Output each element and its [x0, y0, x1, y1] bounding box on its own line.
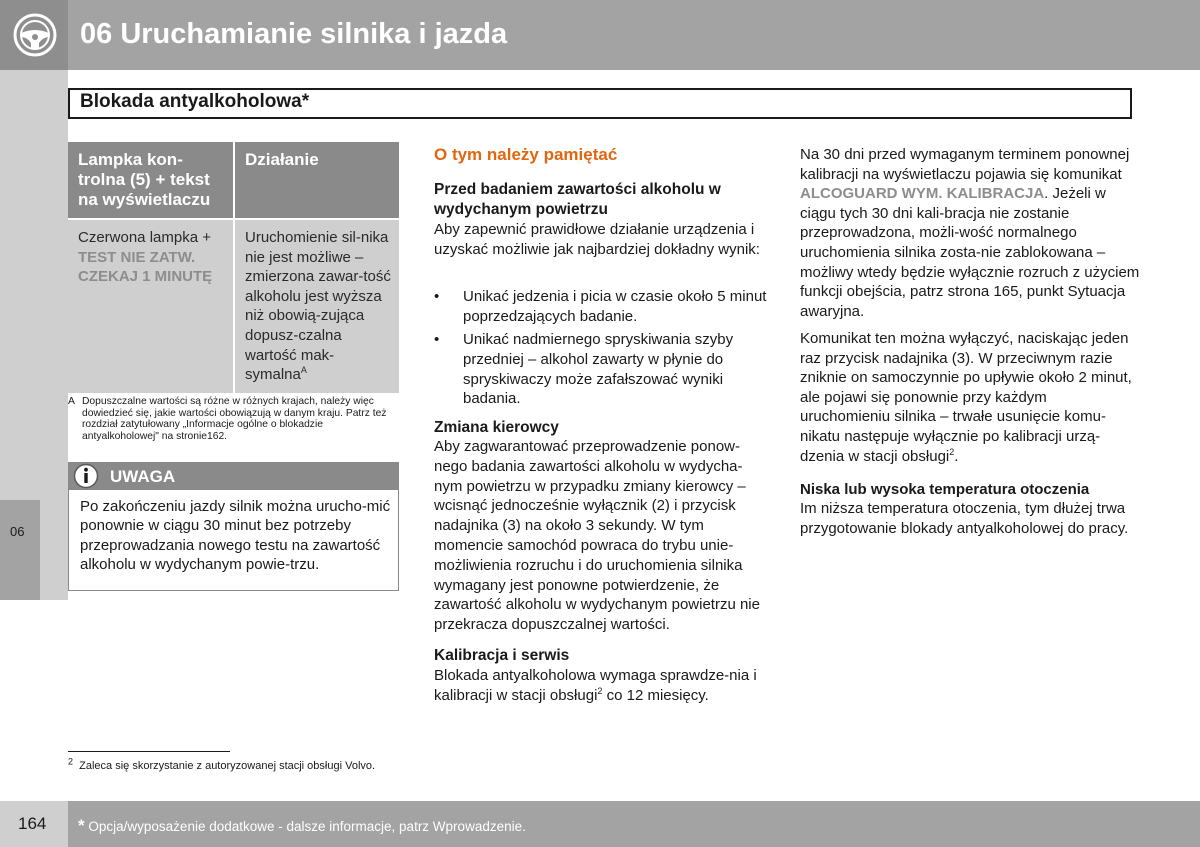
info-icon — [73, 463, 99, 489]
footer-note: * Opcja/wyposażenie dodatkowe - dalsze informacje, patrz Wprowadzenie. — [78, 816, 526, 835]
bullet-icon: • — [434, 288, 440, 305]
subheading-calibration: Kalibracja i serwis — [434, 647, 570, 664]
footnote-divider — [68, 751, 230, 752]
warning-lamp-table — [68, 142, 399, 393]
paragraph-message-dismiss: Komunikat ten można wyłączyć, naciskając jeden raz przycisk nadajnika (3). W przeciwnym razie zniknie on samoczynnie po upływie około 2 minut, ale pojawi się ponownie przy każdym uruchomieniu silnika – trwałe usunięcie komu-nikatu następuje wyłącznie po kalibracji urzą-dzenia w stacji obsługi$^2$. — [800, 330, 1132, 465]
footnote-2 — [68, 756, 376, 772]
action-text: Uruchomienie sil-nika nie jest możliwe – zmierzona zawar-tość alkoholu jest wyższa niż obowią-zująca dopusz-czalna wartość mak-symalna — [245, 229, 391, 384]
footnote-ref-2: 2 — [597, 685, 603, 696]
chapter-side-tab — [0, 500, 40, 600]
footnote-text-a: Dopuszczalne wartości są różne w różnych krajach, należy więc dowiedzieć się, jakie wartości obowiązują w danym kraju. Patrz też rozdział zatytułowany „Informacje ogólne o blokadzie antyalkoholowej" na stronie162. — [82, 396, 387, 442]
lamp-prefix: Czerwona lampka + — [78, 229, 211, 246]
footnote-ref-2: 2 — [949, 446, 955, 457]
list-item: • Unikać nadmiernego spryskiwania szyby przedniej – alkohol zawarty w płynie do spryskiwaczy może zafałszować wyniki badania. — [434, 331, 734, 408]
bullet-icon: • — [434, 331, 440, 348]
note-label: UWAGA — [110, 467, 176, 486]
subheading-temperature: Niska lub wysoka temperatura otoczenia — [800, 481, 1090, 498]
display-message: TEST NIE ZATW. CZEKAJ 1 MINUTĘ — [78, 248, 213, 286]
remember-heading: O tym należy pamiętać — [434, 145, 618, 164]
note-text: Po zakończeniu jazdy silnik można urucho-mić ponownie w ciągu 30 minut bez potrzeby przeprowadzania nowego testu na zawartość alkoholu w wydychanym powie-trzu. — [80, 498, 391, 573]
table-cell-action — [234, 219, 399, 393]
steering-wheel-icon — [13, 13, 57, 57]
footnote-marker-2: 2 — [68, 756, 74, 767]
page-number: 164 — [18, 814, 47, 833]
table-row — [68, 219, 399, 393]
subheading-driver-change: Zmiana kierowcy — [434, 419, 559, 436]
asterisk-icon: * — [78, 816, 85, 835]
paragraph-driver-change: Aby zagwarantować przeprowadzenie ponow-nego badania zawartości alkoholu w wydycha-nym powietrzu w przypadku zmiany kierowcy – wcisnąć jednocześnie wyłącznik (2) i przycisk nadajnika (3) na około 3 sekundy. W tym momencie samochód powraca do trybu unie-możliwienia rozruchu i do uruchomienia silnika wymagany jest ponowne potwierdzenie, że zawartość alkoholu w wydychanym powietrzu nie przekracza dopuszczalnej wartości. — [434, 438, 760, 634]
paragraph-temperature: Im niższa temperatura otoczenia, tym dłużej trwa przygotowanie blokady antyalkoholowej do pracy. — [800, 500, 1129, 537]
table-header-action: Działanie — [234, 142, 399, 219]
chapter-side-tab-label: 06 — [10, 524, 25, 539]
paragraph-before-test: Aby zapewnić prawidłowe działanie urządzenia i uzyskać możliwie jak najbardziej dokładny wynik: — [434, 221, 760, 258]
footnote-ref-a: A — [300, 365, 307, 376]
table-cell-lamp — [68, 219, 234, 393]
table-footnote — [68, 396, 398, 442]
section-title: Blokada antyalkoholowa* — [80, 91, 310, 112]
display-message: ALCOGUARD WYM. KALIBRACJA — [800, 185, 1045, 203]
subheading-before-test: Przed badaniem zawartości alkoholu w wydychanym powietrzu — [434, 181, 721, 218]
footnote-text-2: Zaleca się skorzystanie z autoryzowanej stacji obsługi Volvo. — [79, 760, 376, 772]
paragraph-calibration-reminder: Na 30 dni przed wymaganym terminem ponownej kalibracji na wyświetlaczu pojawia się komunikat ALCOGUARD WYM. KALIBRACJA. Jeżeli w ciągu tych 30 dni kali-bracja nie zostanie przeprowadzona, możli-wość normalnego uruchomienia silnika zosta-nie zablokowana – możliwy wtedy będzie wyłącznie rozruch z użyciem funkcji obejścia, patrz strona 165, punkt Sytuacja awaryjna. — [800, 146, 1140, 320]
table-header-lamp: Lampka kon-trolna (5) + tekst na wyświetlaczu — [68, 142, 234, 219]
footnote-marker-a: A — [68, 396, 75, 407]
paragraph-calibration: Blokada antyalkoholowa wymaga sprawdze-nia i kalibracji w stacji obsługi$^2$ co 12 miesięcy. — [434, 667, 757, 704]
chapter-title: 06 Uruchamianie silnika i jazda — [80, 18, 508, 50]
list-item: • Unikać jedzenia i picia w czasie około 5 minut poprzedzających badanie. — [434, 288, 767, 325]
